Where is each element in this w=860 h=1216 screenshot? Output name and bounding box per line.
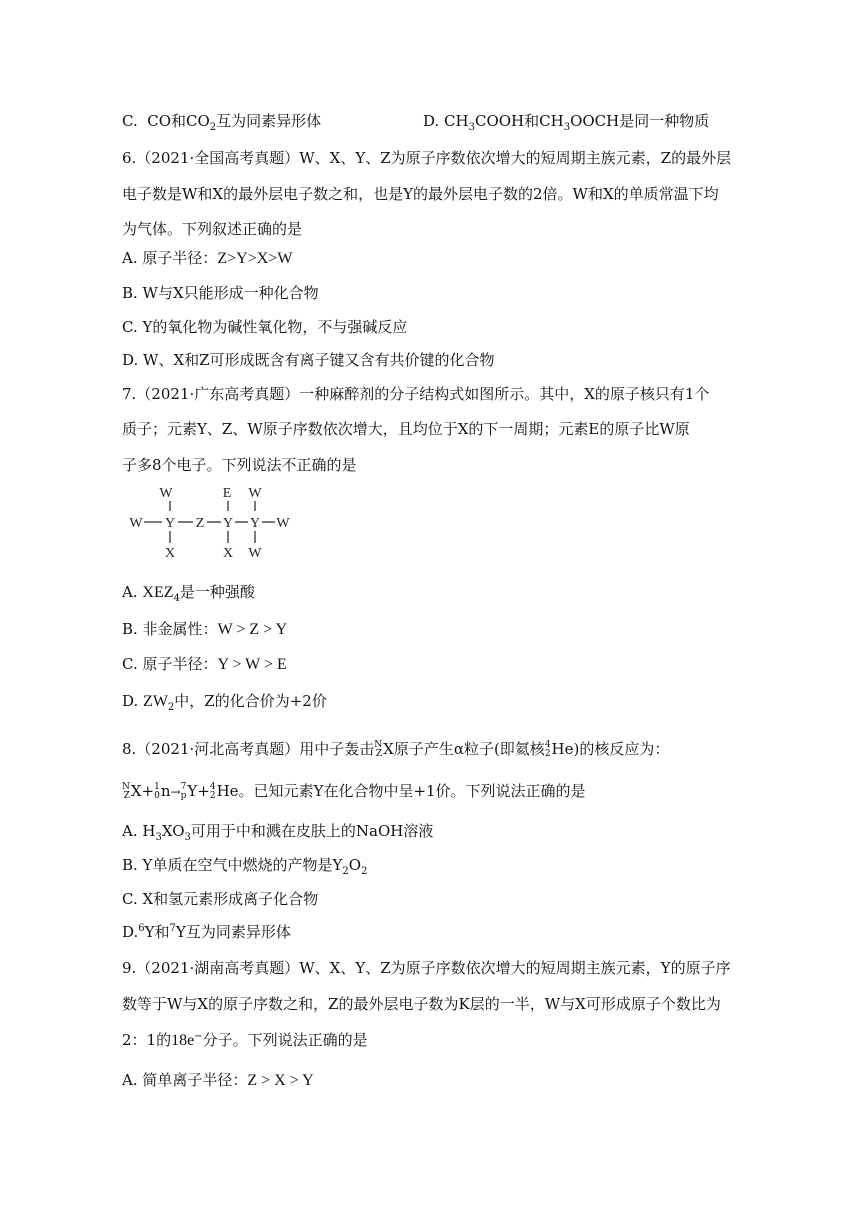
q6-stem-line-3: 为气体。下列叙述正确的是 (122, 220, 303, 238)
q7-stem-line-2: 质子；元素Y、Z、W原子序数依次增大，且均位于X的下一周期；元素E的原子比W原 (122, 420, 690, 438)
q8-option-a: A. $H_3XO_3$可用于中和溅在皮肤上的NaOH溶液 (122, 822, 434, 843)
q5-option-d: D. $CH_3COOH$和$CH_3OOCH$是同一种物质 (423, 112, 710, 133)
q7-stem-line-1: 7.（2021·广东高考真题）一种麻醉剂的分子结构式如图所示。其中，X的原子核只有1个 (122, 385, 710, 403)
q8-nuclear-equation: N Z X+ 1 0 n→ 7 p Y+ 4 2 He。已知元素Y在化合物中呈+1价。下列说法正确的是 (122, 782, 586, 801)
q6-stem-line-2: 电子数是W和X的最外层电子数之和，也是Y的最外层电子数的2倍。W和X的单质常温下均 (122, 185, 719, 203)
atom-x-bottom-2: X (222, 546, 234, 561)
atom-w-left: W (129, 516, 143, 531)
atom-w-top-1: W (159, 486, 173, 501)
atom-y-3: Y (249, 516, 261, 531)
atom-w-top-2: W (248, 486, 262, 501)
q8-option-b: B. Y单质在空气中燃烧的产物是$Y_2O_2$ (122, 856, 368, 877)
q6-option-d: D. W、X和Z可形成既含有离子键又含有共价键的化合物 (122, 351, 495, 369)
atom-y-2: Y (222, 516, 234, 531)
q9-option-a: A. 简单离子半径：Z > X > Y (122, 1071, 314, 1089)
q6-option-a: A. 原子半径：Z>Y>X>W (122, 249, 293, 267)
q7-option-c: C. 原子半径：Y > W > E (122, 655, 287, 673)
atom-e-top: E (222, 486, 232, 501)
atom-z: Z (195, 516, 205, 531)
q6-option-c: C. Y的氧化物为碱性氧化物，不与强碱反应 (122, 318, 408, 336)
q8-stem-line-1: 8.（2021·河北高考真题）用中子轰击 N Z X原子产生α粒子(即氦核 4 2 He)的核反应为： (122, 740, 670, 759)
q7-option-d: D. $ZW_2$中，Z的化合价为+2价 (122, 692, 327, 713)
q6-option-b: B. W与X只能形成一种化合物 (122, 284, 319, 302)
atom-y-1: Y (164, 516, 176, 531)
q7-option-a: A. $XEZ_4$是一种强酸 (122, 583, 255, 604)
atom-w-right: W (276, 516, 290, 531)
q7-option-b: B. 非金属性：W > Z > Y (122, 620, 288, 638)
q8-option-d: D.$^6$Y和$^7$Y互为同素异形体 (122, 923, 291, 941)
molecule-structure-diagram (124, 478, 304, 564)
atom-x-bottom-1: X (164, 546, 176, 561)
atom-w-bottom: W (248, 546, 262, 561)
q8-option-c: C. X和氢元素形成离子化合物 (122, 890, 319, 908)
q9-stem-line-1: 9.（2021·湖南高考真题）W、X、Y、Z为原子序数依次增大的短周期主族元素，Y的原子序 (122, 959, 731, 977)
q5-option-c: C. CO和$CO_2$互为同素异形体 (122, 112, 322, 133)
q6-stem-line-1: 6.（2021·全国高考真题）W、X、Y、Z为原子序数依次增大的短周期主族元素，Z的最外层 (122, 149, 732, 167)
q7-stem-line-3: 子多8个电子。下列说法不正确的是 (122, 456, 357, 474)
q9-stem-line-2: 数等于W与X的原子序数之和，Z的最外层电子数为K层的一半，W与X可形成原子个数比为 (122, 995, 721, 1013)
q9-stem-line-3: 2：1的18e−分子。下列说法正确的是 (122, 1031, 368, 1049)
